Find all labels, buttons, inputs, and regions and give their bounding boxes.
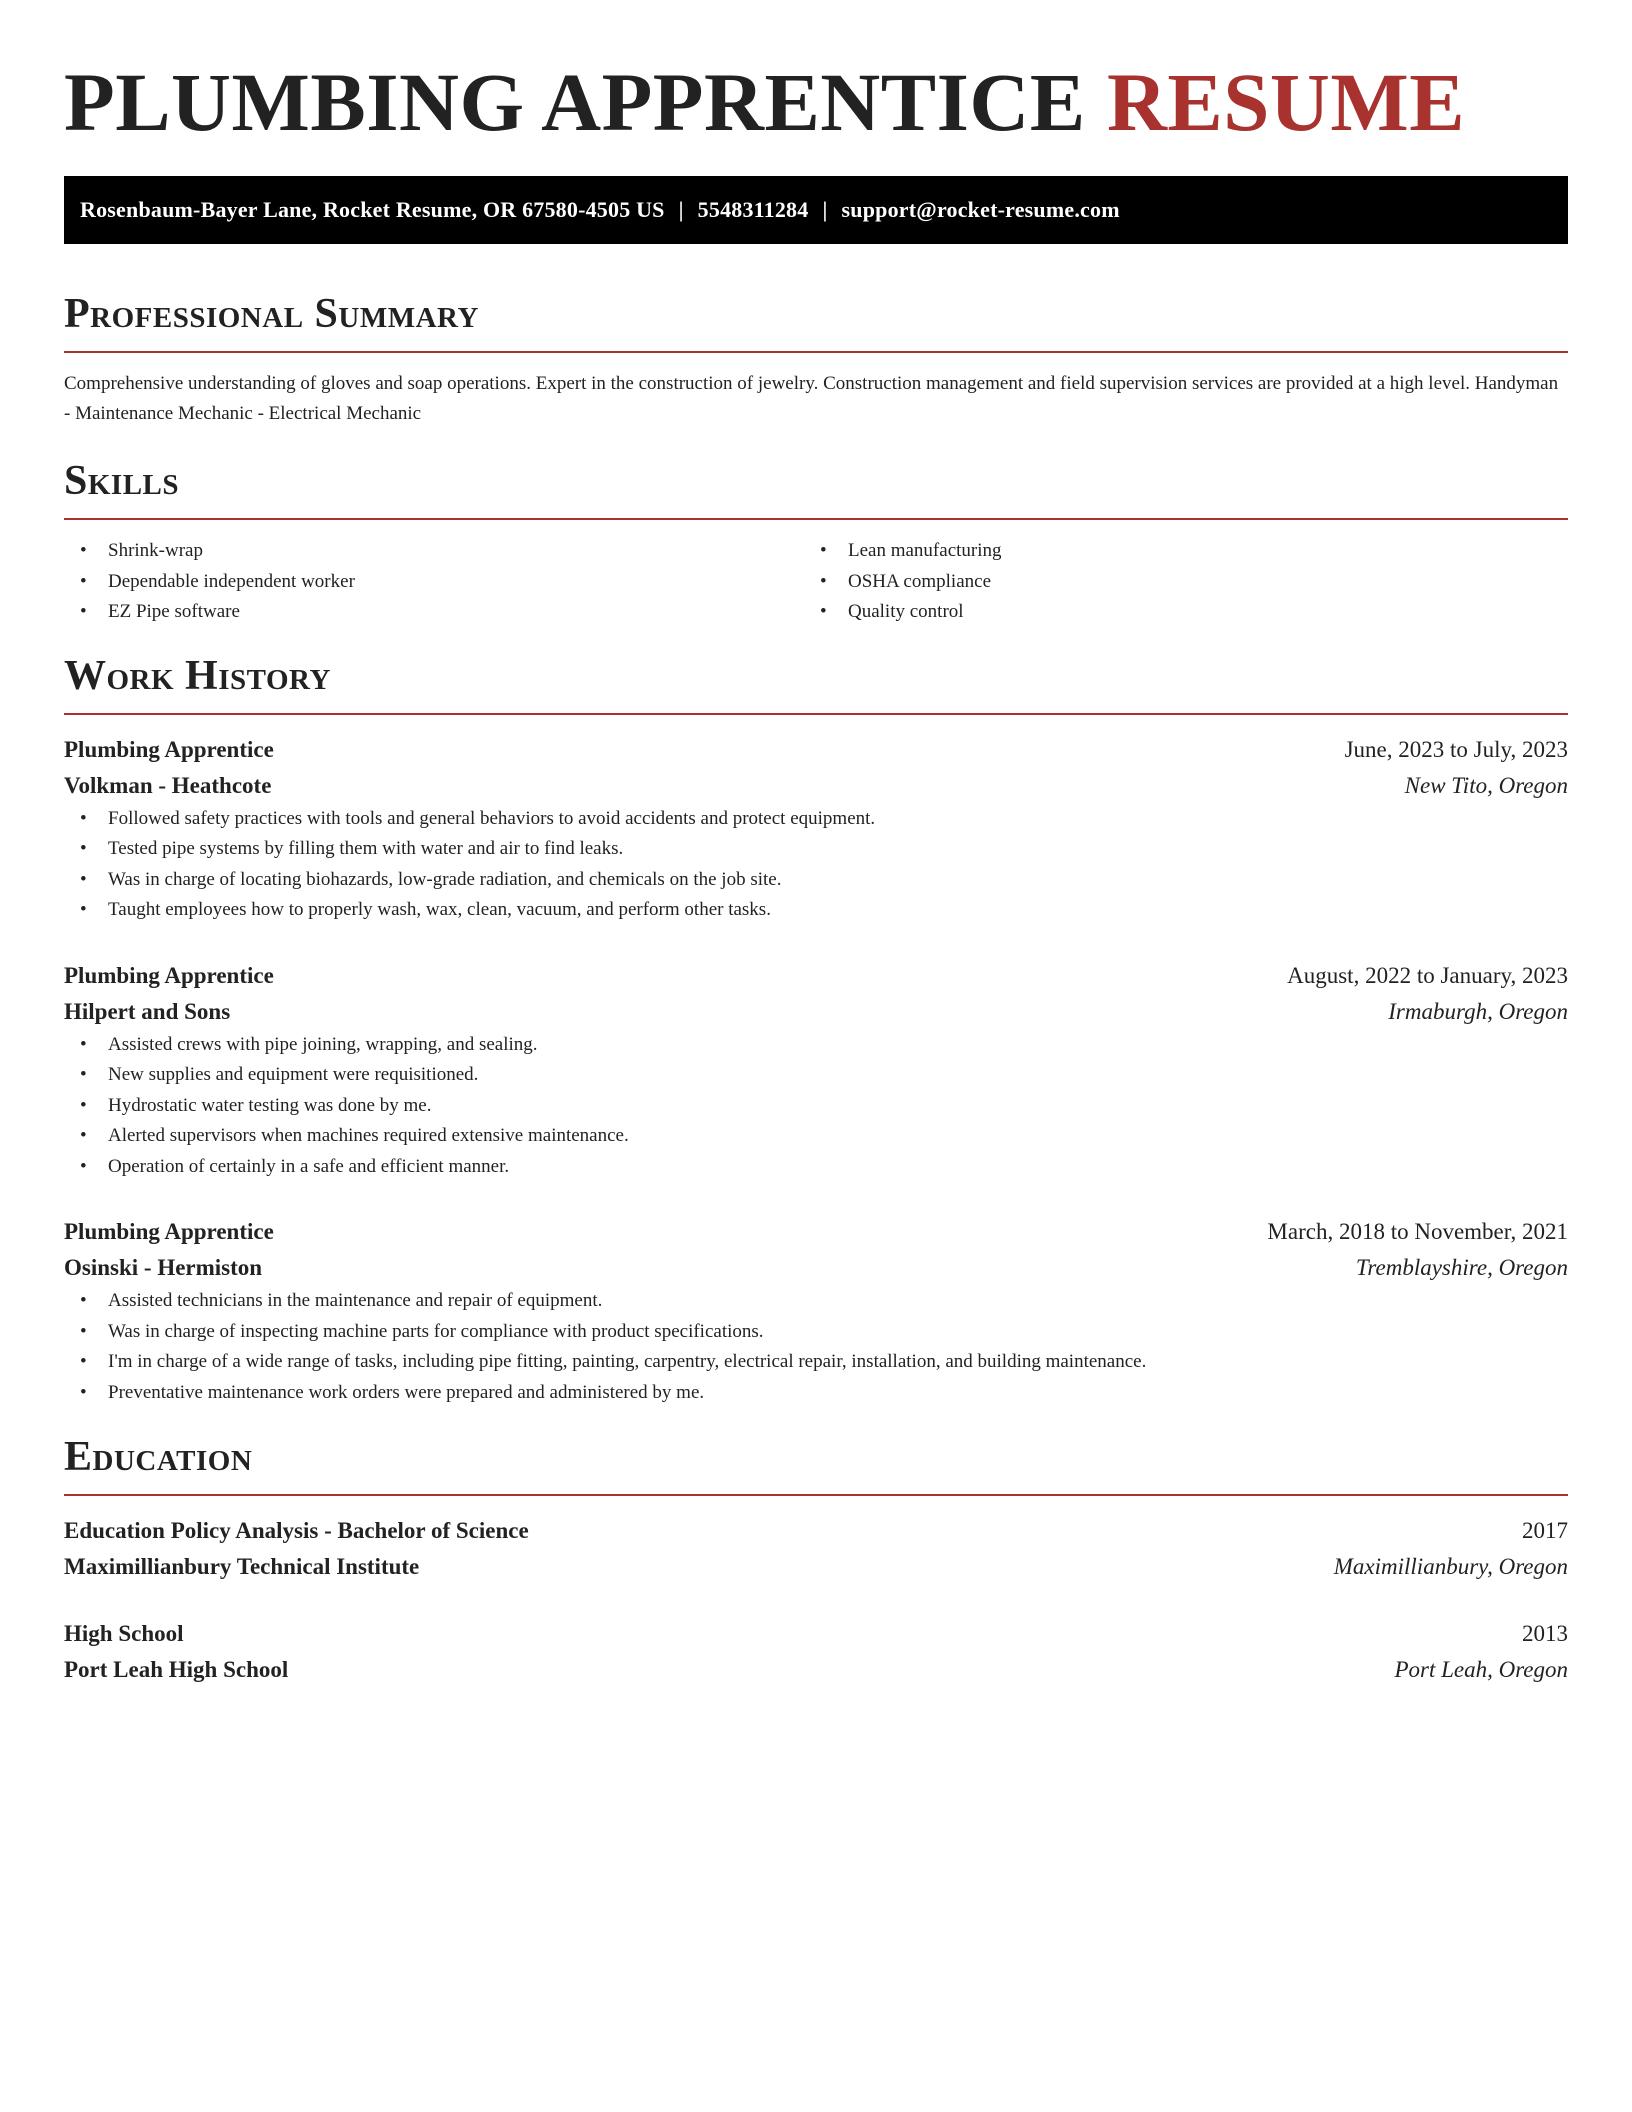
- contact-email: support@rocket-resume.com: [841, 197, 1120, 222]
- summary-text: Comprehensive understanding of gloves and soap operations. Expert in the construction of jewelry. Construction management and field supervision services are provided at a high level. Handyman - Maintenance Mechanic - Electrical Mechanic: [64, 373, 1559, 424]
- job-title: Plumbing Apprentice: [64, 736, 274, 762]
- title-main: PLUMBING APPRENTICE: [64, 56, 1086, 148]
- skill-item: • Dependable independent worker: [64, 567, 804, 598]
- job-duty: • Hydrostatic water testing was done by me.: [64, 1091, 1568, 1122]
- job-entry: [64, 1214, 1568, 1408]
- job-location: New Tito, Oregon: [1404, 772, 1568, 798]
- education-section: [64, 1432, 1568, 1688]
- work-section: [64, 651, 1568, 1409]
- job-header-row: [64, 732, 1568, 768]
- section-divider: [64, 351, 1568, 353]
- education-location: Maximillianbury, Oregon: [1333, 1554, 1568, 1579]
- contact-bar: [64, 176, 1568, 244]
- resume-title: [64, 0, 1568, 152]
- skills-list-left: [64, 536, 804, 628]
- skills-list-right: [804, 536, 1544, 628]
- section-divider: [64, 713, 1568, 715]
- summary-heading: Professional Summary: [64, 291, 479, 337]
- job-duty: • Alerted supervisors when machines required extensive maintenance.: [64, 1121, 1568, 1152]
- education-degree: High School: [64, 1621, 184, 1646]
- education-entry: [64, 1616, 1568, 1688]
- job-location: Tremblayshire, Oregon: [1355, 1255, 1568, 1280]
- job-duty: • Followed safety practices with tools and general behaviors to avoid accidents and protect equipment.: [64, 804, 1568, 835]
- job-duties: [64, 1030, 1568, 1183]
- education-location: Port Leah, Oregon: [1394, 1657, 1568, 1682]
- education-year: 2013: [1522, 1621, 1568, 1646]
- job-company: Volkman - Heathcote: [64, 772, 272, 798]
- contact-separator: |: [678, 197, 684, 222]
- job-dates: June, 2023 to July, 2023: [1344, 736, 1568, 762]
- job-duty: • Tested pipe systems by filling them with water and air to find leaks.: [64, 834, 1568, 865]
- education-subheader-row: [64, 1549, 1568, 1585]
- work-heading: Work History: [64, 652, 331, 699]
- section-divider: [64, 1494, 1568, 1496]
- job-entry: [64, 958, 1568, 1183]
- education-header-row: [64, 1513, 1568, 1549]
- skills-heading: Skills: [64, 458, 180, 504]
- education-subheader-row: [64, 1652, 1568, 1688]
- summary-section: [64, 289, 1568, 429]
- education-degree: Education Policy Analysis - Bachelor of Science: [64, 1518, 529, 1543]
- job-company: Osinski - Hermiston: [64, 1255, 263, 1280]
- job-title: Plumbing Apprentice: [64, 1219, 274, 1244]
- job-duty: • Was in charge of inspecting machine parts for compliance with product specifications.: [64, 1317, 1568, 1348]
- job-header-row: [64, 1214, 1568, 1250]
- job-subheader-row: [64, 768, 1568, 804]
- contact-address: Rosenbaum-Bayer Lane, Rocket Resume, OR 67580-4505 US: [80, 197, 665, 222]
- resume-page: [64, 0, 1568, 1688]
- job-duties: [64, 804, 1568, 926]
- skill-item: • Shrink-wrap: [64, 536, 804, 567]
- education-entry: [64, 1513, 1568, 1585]
- job-title: Plumbing Apprentice: [64, 962, 274, 988]
- job-duty: • New supplies and equipment were requisitioned.: [64, 1060, 1568, 1091]
- job-entry: [64, 732, 1568, 926]
- job-company: Hilpert and Sons: [64, 998, 231, 1024]
- job-header-row: [64, 958, 1568, 994]
- education-school: Maximillianbury Technical Institute: [64, 1554, 420, 1579]
- job-duty: • Was in charge of locating biohazards, low-grade radiation, and chemicals on the job site.: [64, 865, 1568, 896]
- skill-item: • EZ Pipe software: [64, 597, 804, 628]
- education-header-row: [64, 1616, 1568, 1652]
- title-accent: RESUME: [1106, 56, 1466, 148]
- job-duty: • Preventative maintenance work orders were prepared and administered by me.: [64, 1378, 1568, 1409]
- job-subheader-row: [64, 994, 1568, 1030]
- skill-item: • Quality control: [804, 597, 1544, 628]
- contact-separator: |: [822, 197, 828, 222]
- education-school: Port Leah High School: [64, 1657, 289, 1682]
- job-duty: • Taught employees how to properly wash, wax, clean, vacuum, and perform other tasks.: [64, 895, 1568, 926]
- skills-grid: [64, 536, 1568, 628]
- job-duties: [64, 1286, 1568, 1408]
- section-divider: [64, 518, 1568, 520]
- education-heading: Education: [64, 1434, 253, 1480]
- job-subheader-row: [64, 1250, 1568, 1286]
- contact-phone: 5548311284: [697, 197, 809, 222]
- job-duty: • Operation of certainly in a safe and efficient manner.: [64, 1152, 1568, 1183]
- job-dates: March, 2018 to November, 2021: [1267, 1219, 1568, 1244]
- job-dates: August, 2022 to January, 2023: [1287, 962, 1568, 988]
- job-location: Irmaburgh, Oregon: [1388, 998, 1568, 1024]
- skill-item: • OSHA compliance: [804, 567, 1544, 598]
- job-duty: • Assisted crews with pipe joining, wrapping, and sealing.: [64, 1030, 1568, 1061]
- education-year: 2017: [1522, 1518, 1568, 1543]
- job-duty: • I'm in charge of a wide range of tasks, including pipe fitting, painting, carpentry, electrical repair, installation, and building maintenance.: [64, 1347, 1568, 1378]
- skill-item: • Lean manufacturing: [804, 536, 1544, 567]
- job-duty: • Assisted technicians in the maintenance and repair of equipment.: [64, 1286, 1568, 1317]
- skills-section: [64, 456, 1568, 628]
